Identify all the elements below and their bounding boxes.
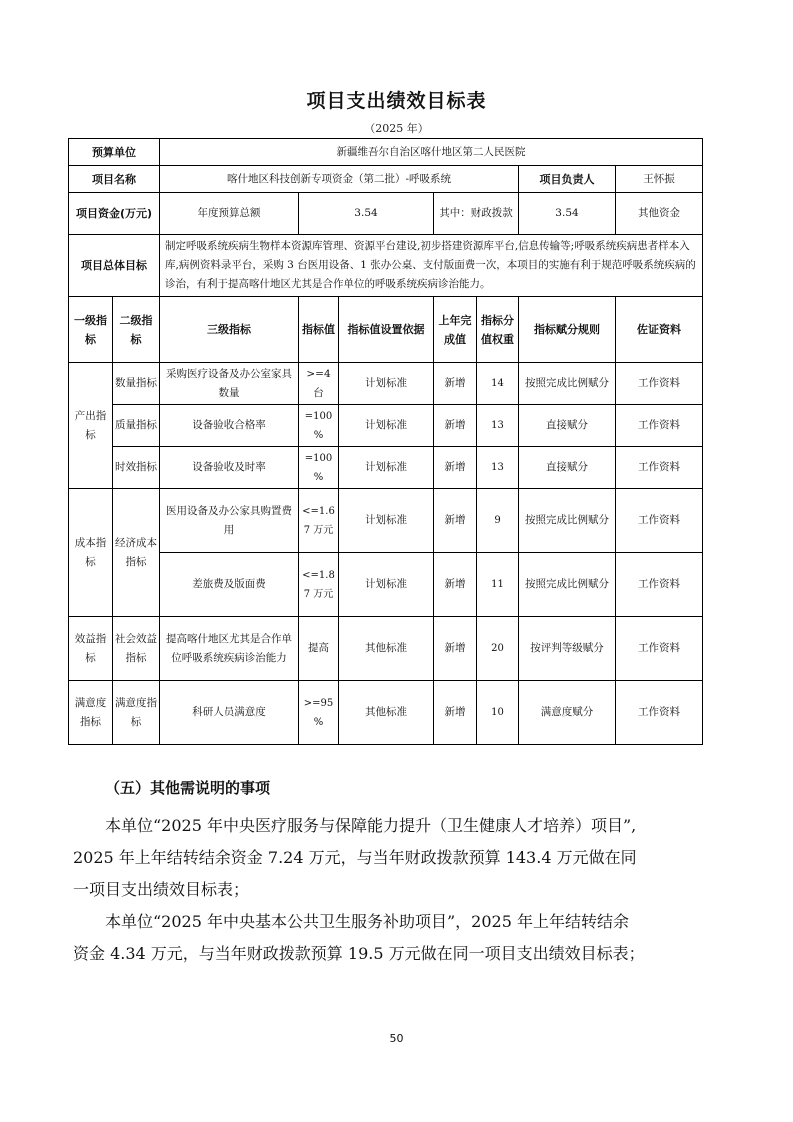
rule-cell: 满意度赋分 bbox=[519, 681, 616, 745]
rule-cell: 按照完成比例赋分 bbox=[519, 489, 616, 553]
page-number: 50 bbox=[389, 1032, 404, 1045]
prev-cell: 新增 bbox=[434, 489, 477, 553]
project-name-label: 项目名称 bbox=[69, 166, 160, 193]
table-row bbox=[69, 405, 703, 447]
prev-cell: 新增 bbox=[434, 363, 477, 405]
evidence-cell: 工作资料 bbox=[616, 489, 703, 553]
value-cell: >=95% bbox=[299, 681, 339, 745]
table-row bbox=[69, 617, 703, 681]
evidence-cell: 工作资料 bbox=[616, 405, 703, 447]
level1-cell: 成本指标 bbox=[69, 489, 113, 617]
paragraph bbox=[73, 810, 723, 906]
level1-cell: 满意度指标 bbox=[69, 681, 113, 745]
rule-cell: 按照完成比例赋分 bbox=[519, 553, 616, 617]
evidence-cell: 工作资料 bbox=[616, 553, 703, 617]
weight-cell: 10 bbox=[477, 681, 519, 745]
prev-cell: 新增 bbox=[434, 405, 477, 447]
project-name-value: 喀什地区科技创新专项资金（第二批）-呼吸系统 bbox=[160, 166, 519, 193]
table-row bbox=[69, 235, 703, 297]
level2-cell: 经济成本指标 bbox=[113, 489, 160, 617]
level1-cell: 效益指标 bbox=[69, 617, 113, 681]
level3-cell: 差旅费及版面费 bbox=[160, 553, 299, 617]
prev-cell: 新增 bbox=[434, 447, 477, 489]
section-heading: （五）其他需说明的事项 bbox=[105, 779, 271, 797]
paragraph-line: 2025 年上年结转结余资金 7.24 万元，与当年财政拨款预算 143.4 万元做在同 bbox=[73, 848, 637, 867]
level3-cell: 设备验收及时率 bbox=[160, 447, 299, 489]
table-row bbox=[69, 139, 703, 166]
performance-table bbox=[68, 138, 703, 745]
table-row bbox=[69, 363, 703, 405]
col-header: 上年完成值 bbox=[434, 297, 477, 363]
value-cell: <=1.67 万元 bbox=[299, 489, 339, 553]
prev-cell: 新增 bbox=[434, 553, 477, 617]
weight-cell: 9 bbox=[477, 489, 519, 553]
column-header-row bbox=[69, 297, 703, 363]
level3-cell: 医用设备及办公家具购置费用 bbox=[160, 489, 299, 553]
value-cell: =100% bbox=[299, 405, 339, 447]
weight-cell: 13 bbox=[477, 447, 519, 489]
paragraph-line: 一项目支出绩效目标表； bbox=[73, 880, 250, 899]
unit-value: 新疆维吾尔自治区喀什地区第二人民医院 bbox=[160, 139, 703, 166]
evidence-cell: 工作资料 bbox=[616, 447, 703, 489]
table-row bbox=[69, 193, 703, 235]
value-cell: =100% bbox=[299, 447, 339, 489]
weight-cell: 14 bbox=[477, 363, 519, 405]
evidence-cell: 工作资料 bbox=[616, 363, 703, 405]
basis-cell: 计划标准 bbox=[339, 363, 434, 405]
rule-cell: 直接赋分 bbox=[519, 447, 616, 489]
paragraph-line: 资金 4.34 万元，与当年财政拨款预算 19.5 万元做在同一项目支出绩效目标表； bbox=[73, 944, 645, 963]
col-header: 佐证资料 bbox=[616, 297, 703, 363]
table-row bbox=[69, 447, 703, 489]
page-title: 项目支出绩效目标表 bbox=[306, 90, 487, 112]
table-row bbox=[69, 681, 703, 745]
col-header: 三级指标 bbox=[160, 297, 299, 363]
value-cell: <=1.87 万元 bbox=[299, 553, 339, 617]
weight-cell: 20 bbox=[477, 617, 519, 681]
level2-cell: 满意度指标 bbox=[113, 681, 160, 745]
col-header: 指标赋分规则 bbox=[519, 297, 616, 363]
level3-cell: 采购医疗设备及办公室家具数量 bbox=[160, 363, 299, 405]
rule-cell: 按评判等级赋分 bbox=[519, 617, 616, 681]
annual-budget-value: 3.54 bbox=[299, 193, 434, 235]
goal-value: 制定呼吸系统疾病生物样本资源库管理、资源平台建设,初步搭建资源库平台,信息传输等;呼吸系统疾病患者样本入库,病例资料录平台，采购 3 台医用设备、1 张办公桌、支付版面费一次，本项目的实施有利于规范呼吸系统疾病的诊治，有利于提高喀什地区尤其是合作单位的呼吸系统疾病诊治能力。 bbox=[160, 235, 703, 297]
basis-cell: 计划标准 bbox=[339, 405, 434, 447]
prev-cell: 新增 bbox=[434, 617, 477, 681]
table-row bbox=[69, 553, 703, 617]
paragraph bbox=[73, 906, 723, 970]
table-row bbox=[69, 489, 703, 553]
level2-cell: 时效指标 bbox=[113, 447, 160, 489]
weight-cell: 11 bbox=[477, 553, 519, 617]
level2-cell: 质量指标 bbox=[113, 405, 160, 447]
col-header: 二级指标 bbox=[113, 297, 160, 363]
leader-label: 项目负责人 bbox=[519, 166, 616, 193]
fiscal-label: 其中：财政拨款 bbox=[434, 193, 519, 235]
other-fund-label: 其他资金 bbox=[616, 193, 703, 235]
level1-cell: 产出指标 bbox=[69, 363, 113, 489]
basis-cell: 其他标准 bbox=[339, 617, 434, 681]
weight-cell: 13 bbox=[477, 405, 519, 447]
col-header: 指标分值权重 bbox=[477, 297, 519, 363]
level3-cell: 提高喀什地区尤其是合作单位呼吸系统疾病诊治能力 bbox=[160, 617, 299, 681]
evidence-cell: 工作资料 bbox=[616, 617, 703, 681]
basis-cell: 计划标准 bbox=[339, 553, 434, 617]
level3-cell: 设备验收合格率 bbox=[160, 405, 299, 447]
value-cell: >=4 台 bbox=[299, 363, 339, 405]
value-cell: 提高 bbox=[299, 617, 339, 681]
basis-cell: 其他标准 bbox=[339, 681, 434, 745]
goal-label: 项目总体目标 bbox=[69, 235, 160, 297]
table-row bbox=[69, 166, 703, 193]
level2-cell: 数量指标 bbox=[113, 363, 160, 405]
paragraph-line: 本单位“2025 年中央医疗服务与保障能力提升（卫生健康人才培养）项目”, bbox=[105, 816, 637, 835]
prev-cell: 新增 bbox=[434, 681, 477, 745]
col-header: 一级指标 bbox=[69, 297, 113, 363]
leader-value: 王怀振 bbox=[616, 166, 703, 193]
table-year: （2025 年） bbox=[364, 122, 429, 135]
rule-cell: 按照完成比例赋分 bbox=[519, 363, 616, 405]
evidence-cell: 工作资料 bbox=[616, 681, 703, 745]
basis-cell: 计划标准 bbox=[339, 489, 434, 553]
fiscal-value: 3.54 bbox=[519, 193, 616, 235]
rule-cell: 直接赋分 bbox=[519, 405, 616, 447]
level2-cell: 社会效益指标 bbox=[113, 617, 160, 681]
unit-label: 预算单位 bbox=[69, 139, 160, 166]
basis-cell: 计划标准 bbox=[339, 447, 434, 489]
paragraph-line: 本单位“2025 年中央基本公共卫生服务补助项目”，2025 年上年结转结余 bbox=[105, 912, 629, 931]
annual-budget-label: 年度预算总额 bbox=[160, 193, 299, 235]
col-header: 指标值 bbox=[299, 297, 339, 363]
col-header: 指标值设置依据 bbox=[339, 297, 434, 363]
level3-cell: 科研人员满意度 bbox=[160, 681, 299, 745]
fund-label: 项目资金(万元) bbox=[69, 193, 160, 235]
